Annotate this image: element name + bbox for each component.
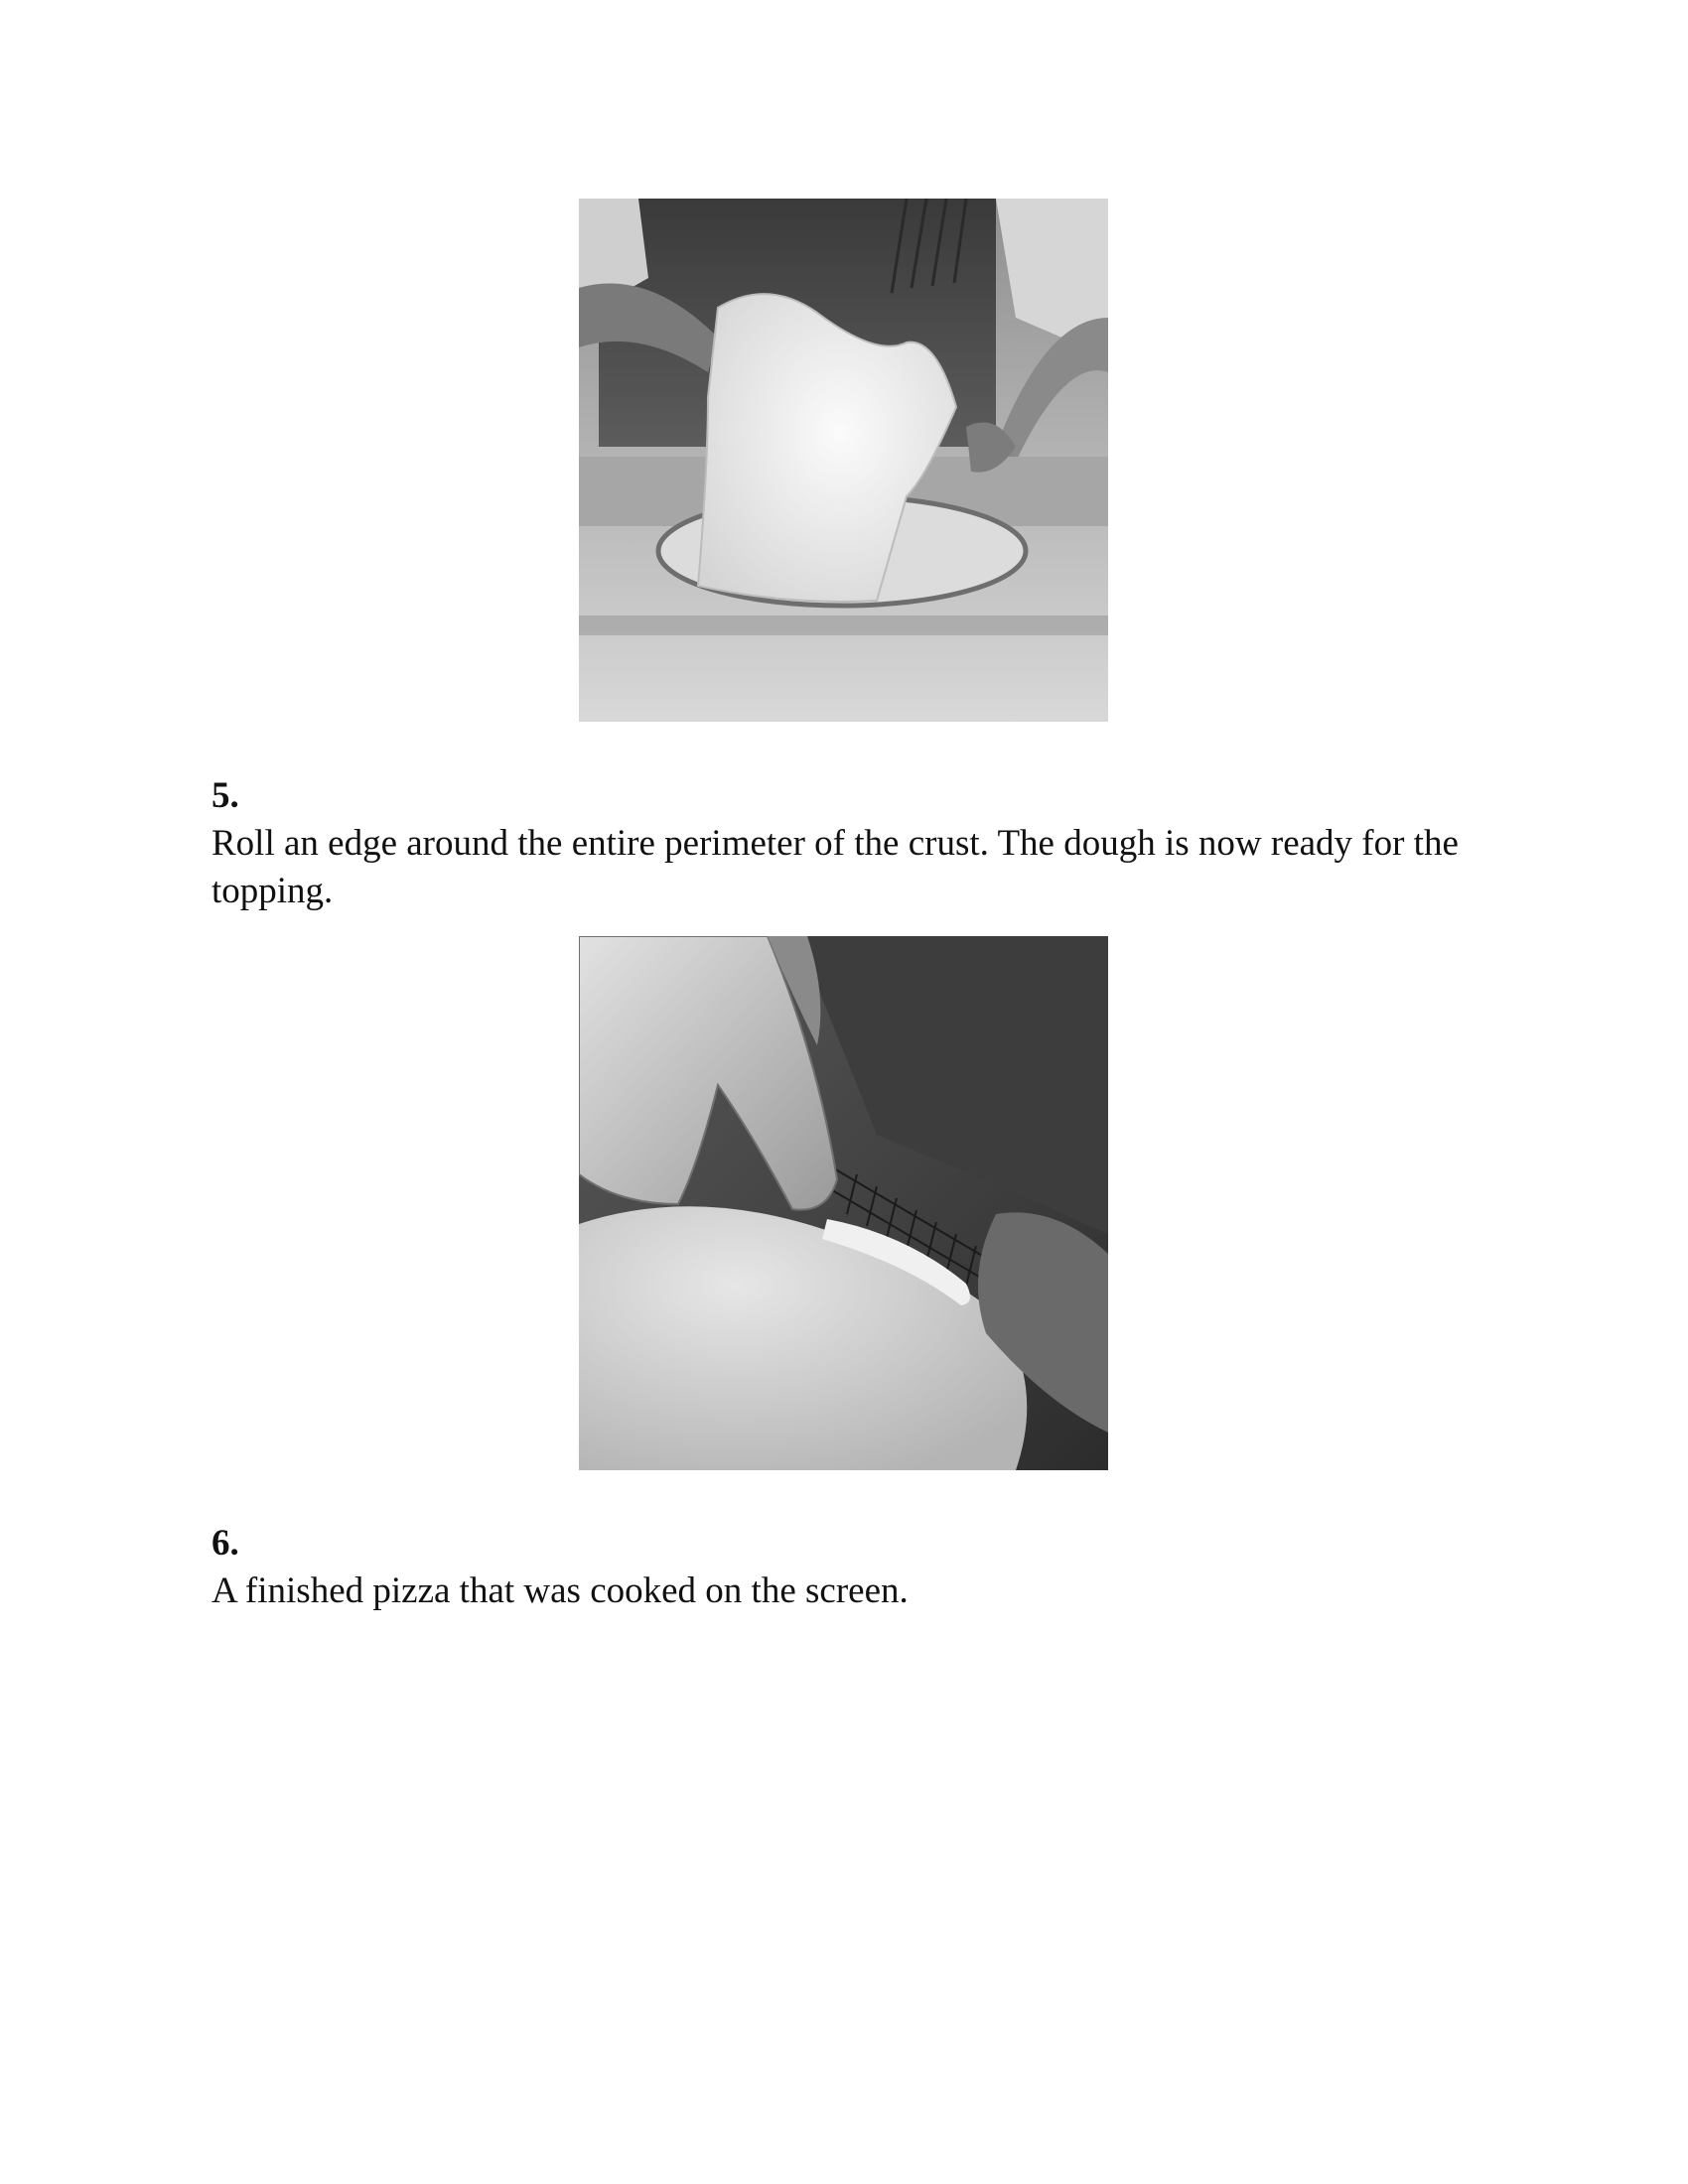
dough-lifting-illustration (579, 199, 1108, 722)
edge-rolling-photo (579, 936, 1108, 1470)
edge-rolling-illustration (579, 936, 1108, 1470)
step-5-description: Roll an edge around the entire perimeter of the crust. The dough is now ready for the topping. (211, 823, 1459, 911)
step-6-description: A finished pizza that was cooked on the screen. (211, 1570, 909, 1611)
step-6-number: 6. (211, 1523, 239, 1564)
step-5-number: 5. (211, 775, 239, 816)
dough-lifting-photo (579, 199, 1108, 722)
